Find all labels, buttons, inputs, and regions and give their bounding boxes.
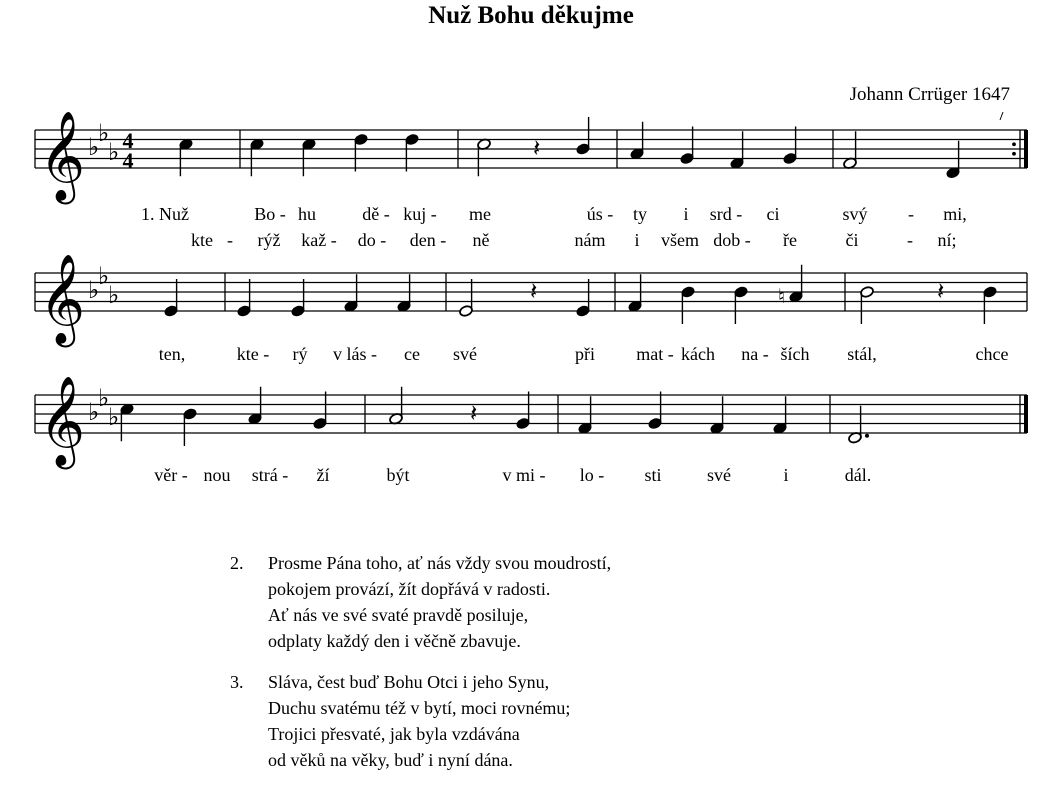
verse-line: Prosme Pána toho, ať nás vždy svou moudrostí, (268, 553, 612, 573)
lyric-syllable: svý (842, 204, 868, 224)
lyric-syllable: i (783, 465, 789, 485)
verse-2 (230, 550, 611, 654)
lyric-syllable: lo - (579, 465, 605, 485)
lyric-syllable: kte (191, 230, 213, 250)
lyric-syllable: sti (644, 465, 662, 485)
lyric-syllable: ně (472, 230, 490, 250)
song-title: Nuž Bohu děkujme (428, 2, 634, 29)
lyric-syllable: ní; (937, 230, 957, 250)
breath-mark (1000, 112, 1003, 120)
lyric-syllable: být (386, 465, 410, 485)
lyric-syllable: všem (661, 230, 699, 250)
treble-clef-icon: 𝄞 (39, 111, 86, 201)
flat-icon: ♭ (108, 402, 120, 431)
quarter-rest-icon: 𝄽 (533, 134, 541, 162)
verse-number: 2. (230, 553, 244, 573)
lyric-syllable: kách (681, 344, 715, 364)
quarter-rest-icon: 𝄽 (470, 399, 478, 427)
lyric-syllable: své (707, 465, 731, 485)
lyric-syllable: v lás - (333, 344, 377, 364)
verse-line: od věků na věky, buď i nyní dána. (268, 750, 513, 770)
lyric-syllable: stál, (847, 344, 877, 364)
lyric-syllable: dál. (844, 465, 872, 485)
lyric-syllable: rý (292, 344, 308, 364)
lyric-syllable: na - (741, 344, 769, 364)
lyric-syllable: strá - (251, 465, 289, 485)
lyric-syllable: hu (298, 204, 316, 224)
lyric-syllable: v mi - (502, 465, 546, 485)
treble-clef-icon: 𝄞 (39, 254, 86, 344)
flat-icon: ♭ (98, 261, 110, 290)
verse-number: 3. (230, 672, 244, 692)
lyric-syllable: Bo - (254, 204, 286, 224)
composer-credit: Johann Crrüger 1647 (849, 84, 1010, 105)
lyric-syllable: do - (357, 230, 387, 250)
lyric-syllable: či (845, 230, 859, 250)
verse-line: pokojem provází, žít dopřává v radosti. (268, 579, 551, 599)
lyric-syllable: dě - (362, 204, 390, 224)
lyric-syllable: ten, (158, 344, 186, 364)
final-barline-thick (1024, 130, 1028, 168)
verse-line: odplaty každý den i věčně zbavuje. (268, 631, 521, 651)
lyric-syllable: nou (203, 465, 231, 485)
verse-line: Ať nás ve své svaté pravdě posiluje, (268, 605, 529, 625)
lyric-syllable: kuj - (403, 204, 437, 224)
lyric-syllable: ží (316, 465, 330, 485)
lyric-syllable: své (453, 344, 477, 364)
lyric-syllable: i (634, 230, 640, 250)
verse-line: Duchu svatému též v bytí, moci rovnému; (268, 698, 571, 718)
lyric-syllable: dob - (713, 230, 751, 250)
time-signature-bottom: 4 (122, 148, 134, 173)
lyric-syllable: 1. Nuž (141, 204, 189, 224)
lyric-syllable: chce (975, 344, 1009, 364)
lyric-syllable: kte - (236, 344, 270, 364)
quarter-rest-icon: 𝄽 (530, 277, 538, 305)
lyric-syllable: mi, (943, 204, 967, 224)
natural-icon: ♮ (778, 283, 786, 308)
lyric-syllable: ce (404, 344, 420, 364)
lyric-syllable: - (907, 230, 913, 250)
flat-icon: ♭ (108, 137, 120, 166)
final-barline-thick (1024, 395, 1028, 433)
flat-icon: ♭ (88, 398, 100, 426)
flat-icon: ♭ (98, 118, 110, 147)
lyric-syllable: věr - (154, 465, 188, 485)
lyric-syllable: mat - (636, 344, 674, 364)
lyric-syllable: rýž (257, 230, 281, 250)
lyric-syllable: ús - (586, 204, 614, 224)
lyric-syllable: kaž - (301, 230, 337, 250)
lyric-syllable: ty (632, 204, 648, 224)
lyric-syllable: - (908, 204, 914, 224)
verse-line: Sláva, čest buď Bohu Otci i jeho Synu, (268, 672, 550, 692)
lyric-syllable: - (227, 230, 233, 250)
lyric-syllable: ci (766, 204, 780, 224)
flat-icon: ♭ (98, 383, 110, 412)
flat-icon: ♭ (108, 280, 120, 309)
lyric-syllable: i (683, 204, 689, 224)
repeat-dot (1012, 142, 1016, 146)
lyric-syllable: ších (780, 344, 810, 364)
repeat-dot (1012, 152, 1016, 156)
quarter-rest-icon: 𝄽 (937, 277, 945, 305)
verse-line: Trojici přesvaté, jak byla vzdávána (268, 724, 520, 744)
lyric-syllable: nám (574, 230, 606, 250)
lyric-syllable: me (469, 204, 491, 224)
verse-3 (230, 669, 611, 773)
augmentation-dot (865, 434, 869, 438)
lyric-syllable: ře (783, 230, 797, 250)
treble-clef-icon: 𝄞 (39, 376, 86, 466)
time-signature-top: 4 (122, 128, 134, 153)
flat-icon: ♭ (88, 276, 100, 304)
lyric-syllable: při (575, 344, 595, 364)
lyric-syllable: den - (409, 230, 447, 250)
lyric-syllable: srd - (709, 204, 743, 224)
flat-icon: ♭ (88, 133, 100, 161)
additional-verses (230, 550, 611, 788)
